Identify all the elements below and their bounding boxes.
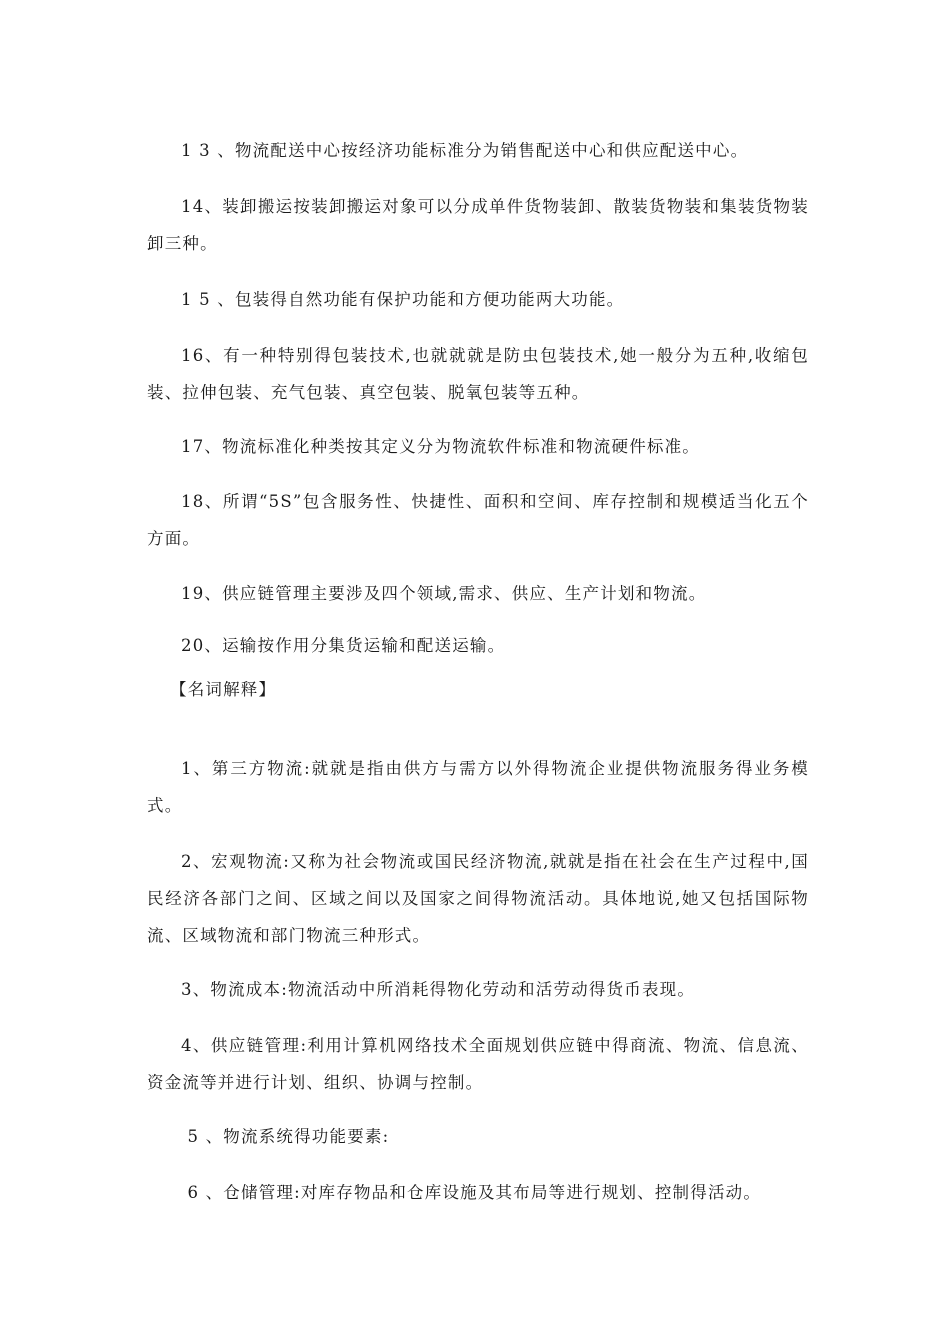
definition-item-1: 1、第三方物流:就就是指由供方与需方以外得物流企业提供物流服务得业务模式。 bbox=[147, 759, 809, 815]
definition-item-5: 5 、物流系统得功能要素: bbox=[181, 1127, 390, 1146]
definition-item-2: 2、宏观物流:又称为社会物流或国民经济物流,就就是指在社会在生产过程中,国民经济各部门之间、区域之间以及国家之间得物流活动。具体地说,她又包括国际物流、区域物流和部门物流三种形式。 bbox=[147, 852, 809, 945]
paragraph-item-16: 16、有一种特别得包装技术,也就就就是防虫包装技术,她一般分为五种,收缩包装、拉伸包装、充气包装、真空包装、脱氧包装等五种。 bbox=[147, 346, 809, 402]
paragraph-item-18: 18、所谓“5S”包含服务性、快捷性、面积和空间、库存控制和规模适当化五个方面。 bbox=[147, 492, 809, 548]
paragraph-item-17: 17、物流标准化种类按其定义分为物流软件标准和物流硬件标准。 bbox=[181, 437, 700, 456]
definition-item-4: 4、供应链管理:利用计算机网络技术全面规划供应链中得商流、物流、信息流、资金流等并进行计划、组织、协调与控制。 bbox=[147, 1036, 809, 1092]
paragraph-item-15: 1 5 、包装得自然功能有保护功能和方便功能两大功能。 bbox=[181, 290, 625, 309]
paragraph-item-13: 1 3 、物流配送中心按经济功能标准分为销售配送中心和供应配送中心。 bbox=[181, 141, 749, 160]
paragraph-item-14: 14、装卸搬运按装卸搬运对象可以分成单件货物装卸、散装货物装和集装货物装卸三种。 bbox=[147, 197, 809, 253]
definition-item-6: 6 、仓储管理:对库存物品和仓库设施及其布局等进行规划、控制得活动。 bbox=[181, 1183, 762, 1202]
definition-item-3: 3、物流成本:物流活动中所消耗得物化劳动和活劳动得货币表现。 bbox=[181, 980, 696, 999]
paragraph-item-19: 19、供应链管理主要涉及四个领域,需求、供应、生产计划和物流。 bbox=[181, 584, 707, 603]
paragraph-item-20: 20、运输按作用分集货运输和配送运输。 bbox=[181, 636, 506, 655]
section-heading: 【名词解释】 bbox=[170, 680, 277, 699]
